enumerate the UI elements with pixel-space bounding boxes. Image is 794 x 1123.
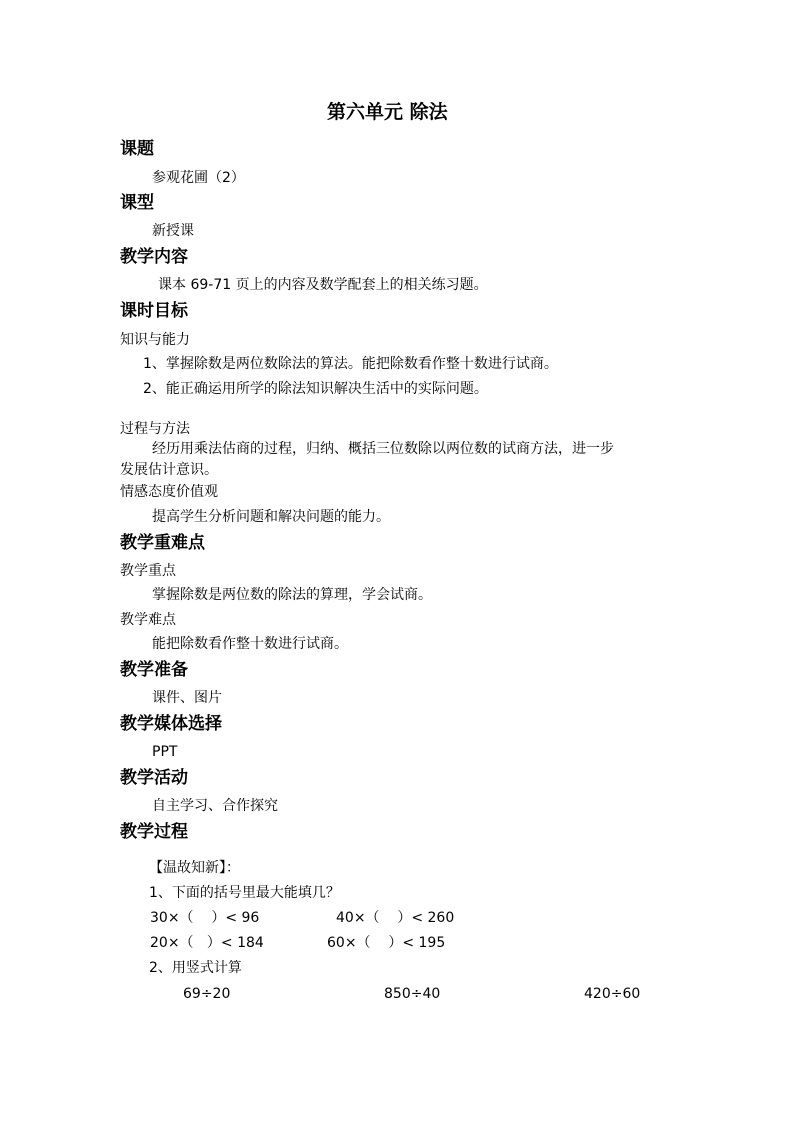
division-exercise: 69÷20 xyxy=(183,986,231,1002)
activities-content: 自主学习、合作探究 xyxy=(152,798,278,814)
heading-content: 教学内容 xyxy=(120,247,188,267)
heading-goals: 课时目标 xyxy=(120,301,188,321)
knowledge-item: 2、能正确运用所学的除法知识解决生活中的实际问题。 xyxy=(143,381,488,397)
review-label: 【温故知新】： xyxy=(149,860,240,876)
knowledge-heading: 知识与能力 xyxy=(120,332,190,348)
heading-activities: 教学活动 xyxy=(120,768,188,788)
inequality: 30×（ ）< 96 xyxy=(150,910,260,926)
difficulty-heading: 教学难点 xyxy=(120,612,176,628)
process-method-line: 发展估计意识。 xyxy=(120,462,218,478)
division-exercise: 420÷60 xyxy=(584,986,641,1002)
question-2: 2、用竖式计算 xyxy=(149,960,242,976)
heading-type: 课型 xyxy=(120,193,154,213)
topic-content: 参观花圃（2） xyxy=(152,170,245,186)
emotion-text: 提高学生分析问题和解决问题的能力。 xyxy=(152,509,390,525)
content-text: 课本 69-71 页上的内容及数学配套上的相关练习题。 xyxy=(158,277,488,293)
heading-media: 教学媒体选择 xyxy=(120,714,222,734)
process-method-heading: 过程与方法 xyxy=(120,421,190,437)
media-content: PPT xyxy=(152,744,178,760)
focus-text: 掌握除数是两位数的除法的算理，学会试商。 xyxy=(152,587,432,603)
knowledge-item: 1、掌握除数是两位数除法的算法。能把除数看作整十数进行试商。 xyxy=(143,356,558,372)
heading-key-points: 教学重难点 xyxy=(120,533,205,553)
type-content: 新授课 xyxy=(152,223,194,239)
heading-preparation: 教学准备 xyxy=(120,660,188,680)
heading-process: 教学过程 xyxy=(120,822,188,842)
difficulty-text: 能把除数看作整十数进行试商。 xyxy=(152,636,348,652)
preparation-content: 课件、图片 xyxy=(152,690,222,706)
question-1: 1、下面的括号里最大能填几？ xyxy=(149,885,340,901)
division-exercise: 850÷40 xyxy=(384,986,441,1002)
inequality: 20×（ ）< 184 xyxy=(150,935,264,951)
process-method-line: 经历用乘法估商的过程，归纳、概括三位数除以两位数的试商方法，进一步 xyxy=(152,441,614,457)
focus-heading: 教学重点 xyxy=(120,563,176,579)
inequality: 40×（ ）< 260 xyxy=(336,910,455,926)
heading-topic: 课题 xyxy=(120,139,154,159)
emotion-heading: 情感态度价值观 xyxy=(120,484,218,500)
inequality: 60×（ ）< 195 xyxy=(327,935,446,951)
document-title: 第六单元 除法 xyxy=(327,101,448,123)
